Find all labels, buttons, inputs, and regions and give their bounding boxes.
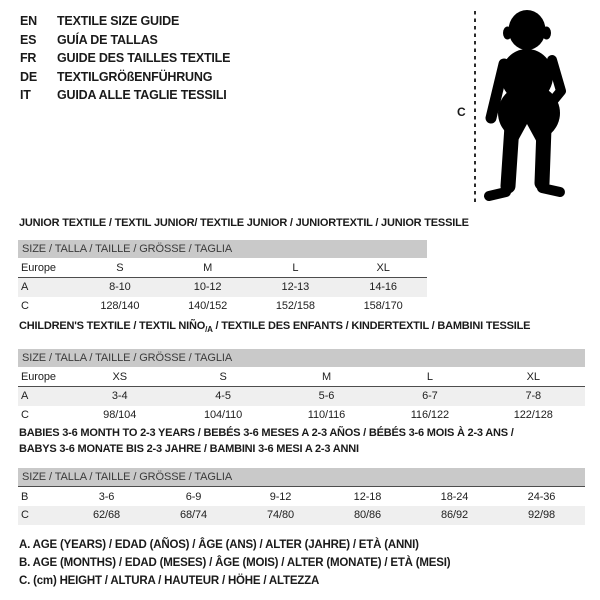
value-cell: 140/152 bbox=[188, 299, 228, 312]
value-cell: L bbox=[252, 259, 340, 278]
language-code: FR bbox=[20, 51, 37, 65]
size-header-bar: SIZE / TALLA / TAILLE / GRÖSSE / TAGLIA bbox=[18, 468, 585, 487]
size-data-row bbox=[18, 506, 585, 524]
value-cell: 68/74 bbox=[179, 509, 208, 522]
value-cell: 62/68 bbox=[92, 509, 121, 522]
value-cell: 128/140 bbox=[100, 299, 140, 312]
value-cell: 116/122 bbox=[410, 408, 449, 421]
value-cell: 158/170 bbox=[363, 299, 403, 312]
measure-legend bbox=[19, 536, 450, 590]
value-cell: 122/128 bbox=[513, 408, 553, 421]
legend-line-age-months: B. AGE (MONTHS) / EDAD (MESES) / ÂGE (MOIS) / ALTER (MONATE) / ETÀ (MESI) bbox=[19, 557, 451, 569]
row-label-cell: A bbox=[21, 390, 29, 403]
row-label-cell: C bbox=[21, 408, 29, 421]
children-title-subscript: /A bbox=[205, 325, 213, 335]
row-label-cell: Europe bbox=[18, 259, 76, 278]
value-cell: M bbox=[164, 259, 252, 278]
value-cell: 9-12 bbox=[269, 491, 292, 504]
babies-title-line1: BABIES 3-6 MONTH TO 2-3 YEARS / BEBÉS 3-6 MESES A 2-3 AÑOS / BÉBÉS 3-6 MOIS À 2-3 ANS / bbox=[19, 427, 514, 439]
value-cell: 6-7 bbox=[422, 390, 438, 403]
language-row bbox=[20, 12, 230, 31]
language-code: IT bbox=[20, 88, 31, 102]
babies-size-table bbox=[18, 468, 585, 525]
size-data-row bbox=[18, 488, 585, 506]
children-title-suffix: / TEXTILE DES ENFANTS / KINDERTEXTIL / BAMBINI TESSILE bbox=[212, 320, 531, 332]
value-cell: 5-6 bbox=[318, 390, 335, 403]
babies-title-line2: BABYS 3-6 MONATE BIS 2-3 JAHRE / BAMBINI 3-6 MESI A 2-3 ANNI bbox=[19, 442, 359, 455]
size-figure bbox=[450, 6, 590, 211]
legend-line-height: C. (cm) HEIGHT / ALTURA / HAUTEUR / HÖHE / ALTEZZA bbox=[19, 575, 320, 587]
size-data-row bbox=[18, 297, 427, 315]
value-cell: XS bbox=[68, 368, 171, 387]
size-header-bar: SIZE / TALLA / TAILLE / GRÖSSE / TAGLIA bbox=[18, 349, 585, 367]
size-data-row bbox=[18, 387, 585, 406]
toddler-body bbox=[489, 10, 561, 196]
value-cell: S bbox=[171, 368, 274, 387]
value-cell: M bbox=[275, 368, 378, 387]
value-cell: 3-6 bbox=[98, 491, 115, 504]
language-row bbox=[20, 86, 230, 105]
junior-table-title: JUNIOR TEXTILE / TEXTIL JUNIOR/ TEXTILE JUNIOR / JUNIORTEXTIL / JUNIOR TESSILE bbox=[19, 217, 469, 229]
language-label: GUIDA ALLE TAGLIE TESSILI bbox=[57, 88, 227, 102]
toddler-silhouette bbox=[450, 6, 590, 211]
size-header-row bbox=[18, 259, 427, 278]
value-cell: 98/104 bbox=[103, 408, 137, 421]
language-label: GUIDE DES TAILLES TEXTILE bbox=[57, 51, 231, 65]
language-row bbox=[20, 31, 230, 50]
value-cell: 74/80 bbox=[266, 509, 295, 522]
language-list bbox=[20, 12, 230, 105]
value-cell: 24-36 bbox=[527, 491, 556, 504]
children-table-title bbox=[19, 320, 530, 334]
row-label-cell: Europe bbox=[18, 368, 68, 387]
value-cell: XL bbox=[482, 368, 585, 387]
value-cell: L bbox=[378, 368, 481, 387]
value-cell: 152/158 bbox=[275, 299, 315, 312]
size-header-row bbox=[18, 368, 585, 387]
height-measure-label: C bbox=[457, 105, 466, 119]
value-cell: 10-12 bbox=[193, 281, 222, 294]
size-data-row bbox=[18, 278, 427, 297]
value-cell: 86/92 bbox=[440, 509, 469, 522]
value-cell: 6-9 bbox=[185, 491, 202, 504]
language-code: ES bbox=[20, 32, 37, 47]
value-cell: 104/110 bbox=[203, 408, 243, 421]
value-cell: 92/98 bbox=[527, 509, 556, 522]
value-cell: 8-10 bbox=[109, 281, 131, 294]
row-label-cell: C bbox=[21, 509, 29, 522]
babies-table-title bbox=[19, 426, 579, 457]
row-label-cell: C bbox=[21, 299, 29, 312]
value-cell: 3-4 bbox=[111, 390, 128, 403]
value-cell: 7-8 bbox=[525, 390, 542, 403]
language-row bbox=[20, 68, 230, 87]
value-cell: XL bbox=[339, 259, 427, 278]
size-header-bar: SIZE / TALLA / TAILLE / GRÖSSE / TAGLIA bbox=[18, 240, 427, 258]
junior-size-table bbox=[18, 240, 427, 315]
language-label: GUÍA DE TALLAS bbox=[57, 32, 158, 47]
value-cell: 4-5 bbox=[215, 390, 231, 403]
row-label-cell: B bbox=[21, 491, 29, 504]
value-cell: S bbox=[76, 259, 164, 278]
legend-line-age-years: A. AGE (YEARS) / EDAD (AÑOS) / ÂGE (ANS) / ALTER (JAHRE) / ETÀ (ANNI) bbox=[19, 539, 419, 551]
value-cell: 12-13 bbox=[281, 281, 310, 294]
language-code: DE bbox=[20, 69, 37, 84]
children-title-prefix: CHILDREN'S TEXTILE / TEXTIL NIÑO bbox=[19, 320, 206, 332]
size-data-row bbox=[18, 406, 585, 424]
value-cell: 12-18 bbox=[353, 491, 382, 504]
value-cell: 18-24 bbox=[440, 491, 469, 504]
value-cell: 110/116 bbox=[307, 408, 346, 421]
language-code: EN bbox=[20, 14, 37, 28]
row-label-cell: A bbox=[21, 281, 29, 294]
language-row bbox=[20, 49, 230, 68]
children-size-table bbox=[18, 349, 585, 424]
value-cell: 80/86 bbox=[353, 509, 382, 522]
language-label: TEXTILE SIZE GUIDE bbox=[57, 14, 180, 28]
value-cell: 14-16 bbox=[369, 281, 397, 294]
language-label: TEXTILGRÖßENFÜHRUNG bbox=[57, 69, 213, 84]
